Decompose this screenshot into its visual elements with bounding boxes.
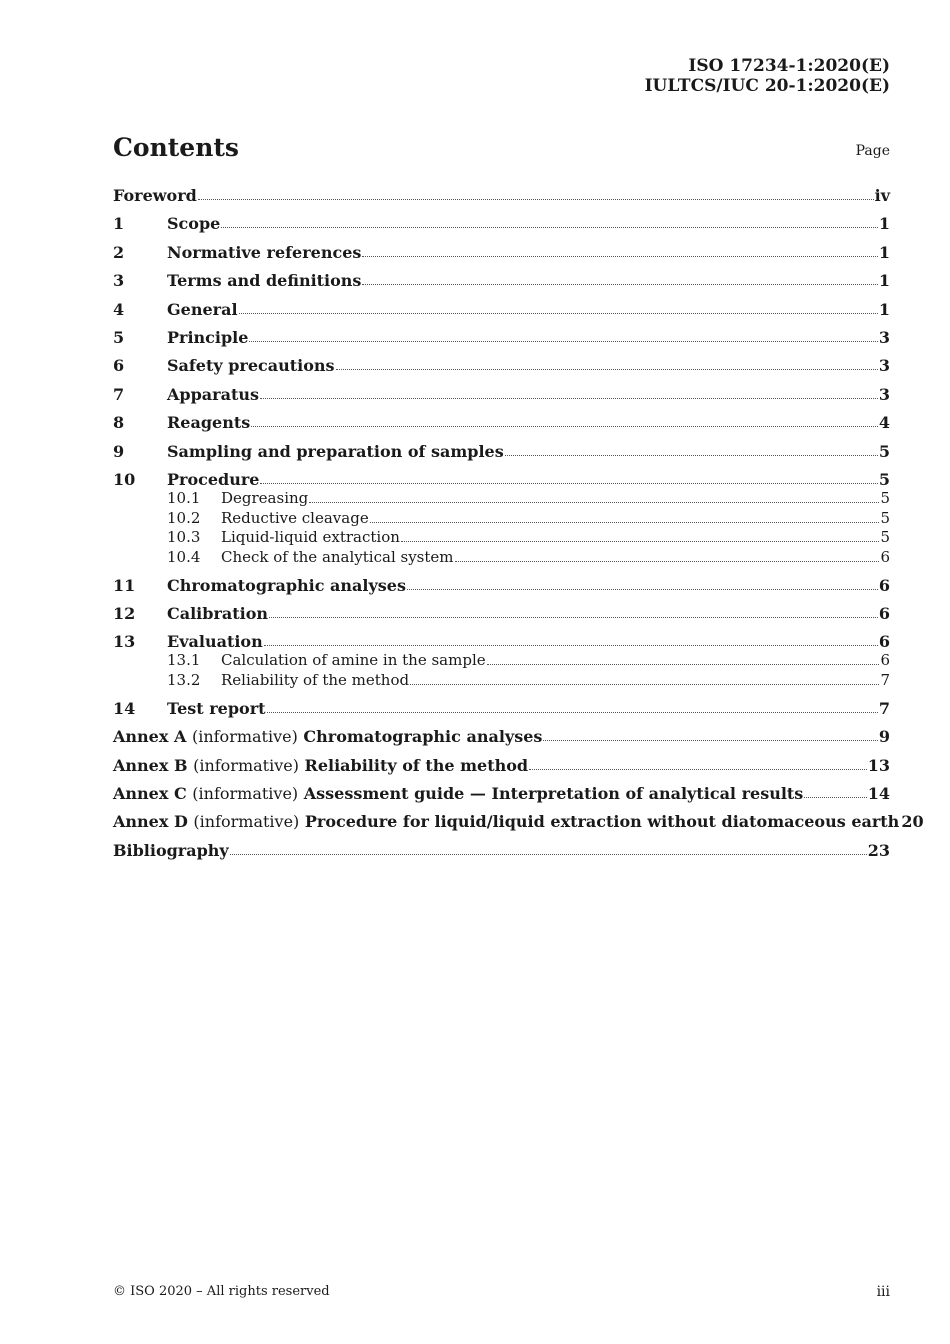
toc-number: 10.4 — [167, 547, 201, 566]
dot-leader — [401, 540, 880, 542]
toc-number: 10.2 — [167, 508, 201, 527]
toc-title: Sampling and preparation of samples — [167, 441, 504, 461]
toc-number: 13.1 — [167, 651, 201, 670]
dot-leader — [267, 711, 878, 713]
annex-label: Annex A — [113, 727, 187, 747]
toc-number: 13.2 — [167, 670, 201, 689]
toc-annex-entry[interactable] — [113, 756, 890, 775]
dot-leader — [362, 255, 877, 257]
toc-title: Principle — [167, 328, 249, 347]
toc-entry[interactable] — [113, 604, 890, 623]
dot-leader — [529, 768, 867, 770]
dot-leader — [260, 482, 877, 484]
toc-number: 5 — [113, 328, 125, 347]
toc-title: Chromatographic analyses — [167, 575, 406, 595]
toc-title: Calculation of amine in the sample — [221, 651, 486, 670]
toc-entry[interactable] — [113, 442, 890, 461]
dot-leader — [260, 397, 878, 399]
toc-entry[interactable] — [113, 385, 890, 404]
toc-entry[interactable] — [113, 271, 890, 290]
toc-page-number: 20 — [901, 812, 924, 832]
annex-title: Chromatographic analyses — [303, 727, 543, 747]
toc-number: 7 — [113, 384, 125, 404]
document-header — [645, 56, 890, 96]
contents-title-row — [113, 133, 890, 163]
toc-number: 1 — [113, 214, 125, 234]
dot-leader — [407, 588, 878, 590]
toc-title: Scope — [167, 214, 221, 234]
toc-title: Reagents — [167, 413, 251, 433]
toc-entry[interactable] — [113, 699, 890, 718]
page-title: Contents — [113, 133, 240, 162]
dot-leader — [269, 616, 878, 618]
toc-number: 10.3 — [167, 528, 201, 546]
toc-number: 9 — [113, 441, 125, 461]
toc-page-number: 14 — [867, 784, 890, 803]
toc-number: 6 — [113, 356, 125, 376]
toc-title: Reliability of the method — [221, 670, 410, 689]
toc-title: Foreword — [113, 186, 197, 205]
dot-leader — [487, 663, 880, 665]
annex-title: Assessment guide — Interpretation of analytical results — [303, 784, 804, 803]
annex-title: Reliability of the method — [304, 755, 529, 775]
toc-entry[interactable] — [113, 300, 890, 319]
toc-page-number: 1 — [878, 299, 890, 319]
toc-page-number: 3 — [878, 356, 890, 376]
toc-page-number: 5 — [880, 528, 890, 546]
toc-page-number: 3 — [878, 328, 890, 347]
toc-page-number: 5 — [880, 489, 890, 507]
toc-subentry[interactable] — [113, 509, 890, 528]
annex-title: Procedure for liquid/liquid extraction without diatomaceous earth — [304, 812, 900, 832]
toc-entry[interactable] — [113, 214, 890, 233]
toc-page-number: 4 — [878, 413, 890, 433]
toc-number: 3 — [113, 271, 125, 291]
toc-number: 12 — [113, 603, 136, 623]
toc-number: 14 — [113, 698, 136, 718]
annex-qualifier: (informative) — [193, 755, 299, 775]
toc-title: Bibliography — [113, 840, 229, 860]
dot-leader — [362, 283, 877, 285]
toc-entry[interactable] — [113, 243, 890, 262]
toc-page-number: 13 — [867, 755, 890, 775]
toc-page-number: iv — [874, 186, 890, 205]
toc-number: 2 — [113, 242, 125, 262]
dot-leader — [505, 454, 878, 456]
toc-page-number: 6 — [878, 632, 890, 652]
toc-title: Liquid-liquid extraction — [221, 528, 400, 546]
toc-annex-entry[interactable] — [113, 784, 890, 803]
toc-entry[interactable] — [113, 841, 890, 860]
annex-label: Annex B — [113, 755, 188, 775]
toc-number: 10.1 — [167, 489, 201, 507]
toc-subentry[interactable] — [113, 548, 890, 567]
toc-title: Safety precautions — [167, 356, 335, 376]
toc-entry[interactable] — [113, 328, 890, 347]
dot-leader — [370, 521, 880, 523]
toc-page-number: 3 — [878, 384, 890, 404]
dot-leader — [309, 501, 879, 503]
toc-annex-entry[interactable] — [113, 812, 924, 832]
toc-page-number: 1 — [878, 214, 890, 234]
toc-title: Reductive cleavage — [221, 508, 369, 527]
toc-title: Calibration — [167, 603, 269, 623]
toc-page-number: 1 — [878, 271, 890, 291]
toc-page-number: 7 — [880, 670, 890, 689]
toc-title: Apparatus — [167, 384, 259, 404]
toc-page-number: 6 — [880, 651, 890, 670]
toc-entry[interactable] — [113, 576, 890, 595]
toc-entry[interactable] — [113, 413, 890, 432]
dot-leader — [249, 340, 877, 342]
toc-subentry[interactable] — [113, 671, 890, 690]
toc-page-number: 6 — [880, 547, 890, 566]
toc-page-number: 1 — [878, 242, 890, 262]
copyright-notice: © ISO 2020 – All rights reserved — [113, 1284, 330, 1299]
toc-subentry[interactable] — [113, 651, 890, 670]
dot-leader — [221, 226, 878, 228]
toc-page-number: 5 — [878, 470, 890, 489]
dot-leader — [455, 560, 880, 562]
toc-entry[interactable] — [113, 632, 890, 651]
toc-number: 4 — [113, 299, 125, 319]
page-column-label: Page — [855, 143, 890, 159]
annex-label: Annex C — [113, 784, 187, 803]
annex-label: Annex D — [113, 812, 188, 832]
dot-leader — [543, 739, 877, 741]
toc-subentry[interactable] — [113, 489, 890, 508]
dot-leader — [251, 425, 878, 427]
header-standard-number: ISO 17234-1:2020(E) — [688, 56, 890, 76]
dot-leader — [230, 853, 867, 855]
header-iultcs-number: IULTCS/IUC 20-1:2020(E) — [644, 76, 890, 96]
dot-leader — [804, 796, 866, 798]
toc-title: Evaluation — [167, 632, 263, 652]
toc-entry[interactable] — [113, 470, 890, 489]
toc-subentry[interactable] — [113, 528, 890, 547]
toc-page-number: 7 — [878, 698, 890, 718]
toc-page-number: 9 — [878, 727, 890, 747]
annex-qualifier: (informative) — [192, 784, 299, 803]
toc-number: 13 — [113, 632, 136, 652]
toc-title: General — [167, 299, 238, 319]
toc-page-number: 5 — [878, 441, 890, 461]
toc-title: Check of the analytical system — [221, 547, 454, 566]
toc-title: Terms and definitions — [167, 271, 362, 291]
toc-title: Degreasing — [221, 489, 309, 507]
toc-entry[interactable] — [113, 186, 890, 205]
toc-page-number: 6 — [878, 575, 890, 595]
toc-entry[interactable] — [113, 356, 890, 375]
toc-number: 8 — [113, 413, 125, 433]
annex-qualifier: (informative) — [193, 812, 300, 832]
toc-number: 10 — [113, 470, 136, 489]
toc-page-number: 5 — [880, 508, 890, 527]
dot-leader — [198, 198, 874, 200]
dot-leader — [239, 312, 878, 314]
page-number: iii — [876, 1284, 890, 1300]
toc-number: 11 — [113, 575, 136, 595]
toc-title: Normative references — [167, 242, 362, 262]
toc-title: Test report — [167, 698, 266, 718]
annex-qualifier: (informative) — [191, 727, 298, 747]
dot-leader — [336, 368, 878, 370]
toc-page-number: 6 — [878, 603, 890, 623]
toc-annex-entry[interactable] — [113, 727, 890, 746]
toc-title: Procedure — [167, 470, 260, 489]
dot-leader — [264, 644, 878, 646]
toc-page-number: 23 — [867, 840, 890, 860]
dot-leader — [410, 683, 879, 685]
